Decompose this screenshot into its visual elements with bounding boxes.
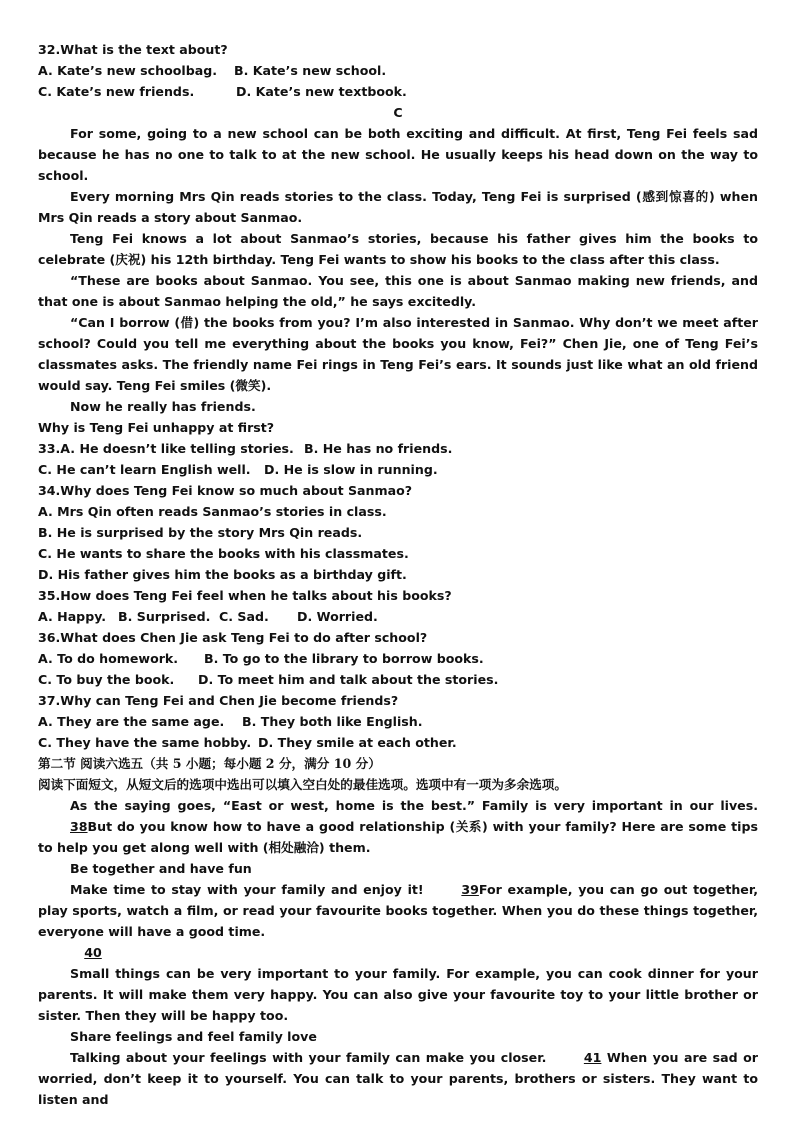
option-33-c: C. He can’t learn English well. bbox=[38, 462, 251, 477]
option-37-d: D. They smile at each other. bbox=[258, 735, 457, 750]
option-34-a: A. Mrs Qin often reads Sanmao’s stories in class. bbox=[38, 504, 387, 519]
question-33-options-row-2 bbox=[38, 459, 758, 480]
question-32-stem: 32.What is the text about? bbox=[38, 42, 228, 57]
section-2-paragraph-2-start: Make time to stay with your family and enjoy it! bbox=[70, 882, 430, 897]
option-34-b: B. He is surprised by the story Mrs Qin reads. bbox=[38, 525, 363, 540]
option-32-a: A. Kate’s new schoolbag. bbox=[38, 63, 218, 78]
passage-c-paragraph-1: For some, going to a new school can be both exciting and difficult. At first, Teng Fei feels sad because he has no one to talk to at the new school. He usually keeps his head down on the way to school. bbox=[38, 126, 758, 183]
section-2-paragraph-1-start: As the saying goes, “East or west, home is the best.” Family is very important in our lives. bbox=[70, 798, 758, 813]
section-2-paragraph-2 bbox=[38, 879, 758, 942]
blank-41[interactable]: 41 bbox=[583, 1050, 602, 1065]
option-37-c: C. They have the same hobby. bbox=[38, 735, 252, 750]
passage-c-letter: C bbox=[393, 105, 403, 120]
passage-c-paragraph-5: “Can I borrow (借) the books from you? I’m also interested in Sanmao. Why don’t we meet after school? Could you tell me everything about the books you know, Fei?” Chen Jie, one of Teng Fei’s classmates asks. The friendly name Fei rings in Teng Fei’s ears. It sounds just like what an old friend would say. Teng Fei smiles (微笑). bbox=[38, 315, 758, 393]
document-page bbox=[38, 39, 758, 1110]
passage-c-paragraph-2: Every morning Mrs Qin reads stories to the class. Today, Teng Fei is surprised (感到惊喜的) when Mrs Qin reads a story about Sanmao. bbox=[38, 189, 758, 225]
question-34-stem: 34.Why does Teng Fei know so much about Sanmao? bbox=[38, 483, 413, 498]
option-33-a: 33.A. He doesn’t like telling stories. bbox=[38, 441, 294, 456]
section-2-paragraph-4 bbox=[38, 1047, 758, 1110]
blank-39[interactable]: 39 bbox=[461, 882, 479, 897]
option-36-a: A. To do homework. bbox=[38, 651, 179, 666]
option-37-a: A. They are the same age. bbox=[38, 714, 225, 729]
section-2-paragraph-3: Small things can be very important to your family. For example, you can cook dinner for your parents. It will make them very happy. You can also give your favourite toy to your little brother or sister. Then they will be happy too. bbox=[38, 966, 758, 1023]
blank-40[interactable]: 40 bbox=[84, 945, 102, 960]
blank-38[interactable]: 38 bbox=[70, 819, 88, 834]
section-2-heading: 第二节 阅读六选五（共 5 小题；每小题 2 分，满分 10 分） bbox=[38, 756, 381, 771]
passage-c-paragraph-3: Teng Fei knows a lot about Sanmao’s stories, because his father gives him the books to celebrate (庆祝) his 12th birthday. Teng Fei wants to show his books to the class after this class. bbox=[38, 231, 758, 267]
section-2-paragraph-4-start: Talking about your feelings with your family can make you closer. bbox=[70, 1050, 552, 1065]
question-32-options-row-1 bbox=[38, 60, 758, 81]
section-2-paragraph-1 bbox=[38, 795, 758, 858]
question-37-options-row-2 bbox=[38, 732, 758, 753]
question-33-stem: Why is Teng Fei unhappy at first? bbox=[38, 420, 275, 435]
option-32-d: D. Kate’s new textbook. bbox=[236, 84, 407, 99]
option-34-d: D. His father gives him the books as a birthday gift. bbox=[38, 567, 407, 582]
option-34-c: C. He wants to share the books with his classmates. bbox=[38, 546, 409, 561]
option-37-b: B. They both like English. bbox=[242, 714, 423, 729]
question-36-options-row-2 bbox=[38, 669, 758, 690]
question-33-options-row-1 bbox=[38, 438, 758, 459]
question-35-stem: 35.How does Teng Fei feel when he talks about his books? bbox=[38, 588, 452, 603]
option-32-c: C. Kate’s new friends. bbox=[38, 84, 195, 99]
option-35-c: C. Sad. bbox=[219, 609, 269, 624]
section-2-blank-40-line bbox=[38, 942, 758, 963]
passage-c-paragraph-6: Now he really has friends. bbox=[70, 399, 256, 414]
option-36-c: C. To buy the book. bbox=[38, 672, 175, 687]
option-35-b: B. Surprised. bbox=[118, 609, 211, 624]
section-2-paragraph-1-end: But do you know how to have a good relationship (关系) with your family? Here are some tips to help you get along well with (相处融洽) them. bbox=[38, 819, 758, 855]
section-2-paragraph-2-end: For example, you can go out together, play sports, watch a film, or read your favourite books together. When you do these things together, everyone will have a good time. bbox=[38, 882, 758, 939]
option-33-b: B. He has no friends. bbox=[304, 441, 453, 456]
question-36-options-row-1 bbox=[38, 648, 758, 669]
option-33-d: D. He is slow in running. bbox=[264, 462, 438, 477]
option-32-b: B. Kate’s new school. bbox=[234, 63, 387, 78]
passage-c-paragraph-4: “These are books about Sanmao. You see, this one is about Sanmao making new friends, and that one is about Sanmao helping the old,” he says excitedly. bbox=[38, 273, 758, 309]
section-2-paragraph-4-end: When you are sad or worried, don’t keep it to yourself. You can talk to your parents, brothers or sisters. They want to listen and bbox=[38, 1050, 758, 1107]
option-36-d: D. To meet him and talk about the stories. bbox=[198, 672, 499, 687]
option-35-d: D. Worried. bbox=[297, 609, 378, 624]
question-37-stem: 37.Why can Teng Fei and Chen Jie become friends? bbox=[38, 693, 399, 708]
question-35-options bbox=[38, 606, 758, 627]
option-35-a: A. Happy. bbox=[38, 609, 107, 624]
question-36-stem: 36.What does Chen Jie ask Teng Fei to do after school? bbox=[38, 630, 428, 645]
section-2-instruction: 阅读下面短文，从短文后的选项中选出可以填入空白处的最佳选项。选项中有一项为多余选项。 bbox=[38, 777, 567, 792]
question-32-options-row-2 bbox=[38, 81, 758, 102]
section-2-subheading-2: Share feelings and feel family love bbox=[70, 1029, 317, 1044]
question-37-options-row-1 bbox=[38, 711, 758, 732]
option-36-b: B. To go to the library to borrow books. bbox=[204, 651, 484, 666]
section-2-subheading-1: Be together and have fun bbox=[70, 861, 252, 876]
